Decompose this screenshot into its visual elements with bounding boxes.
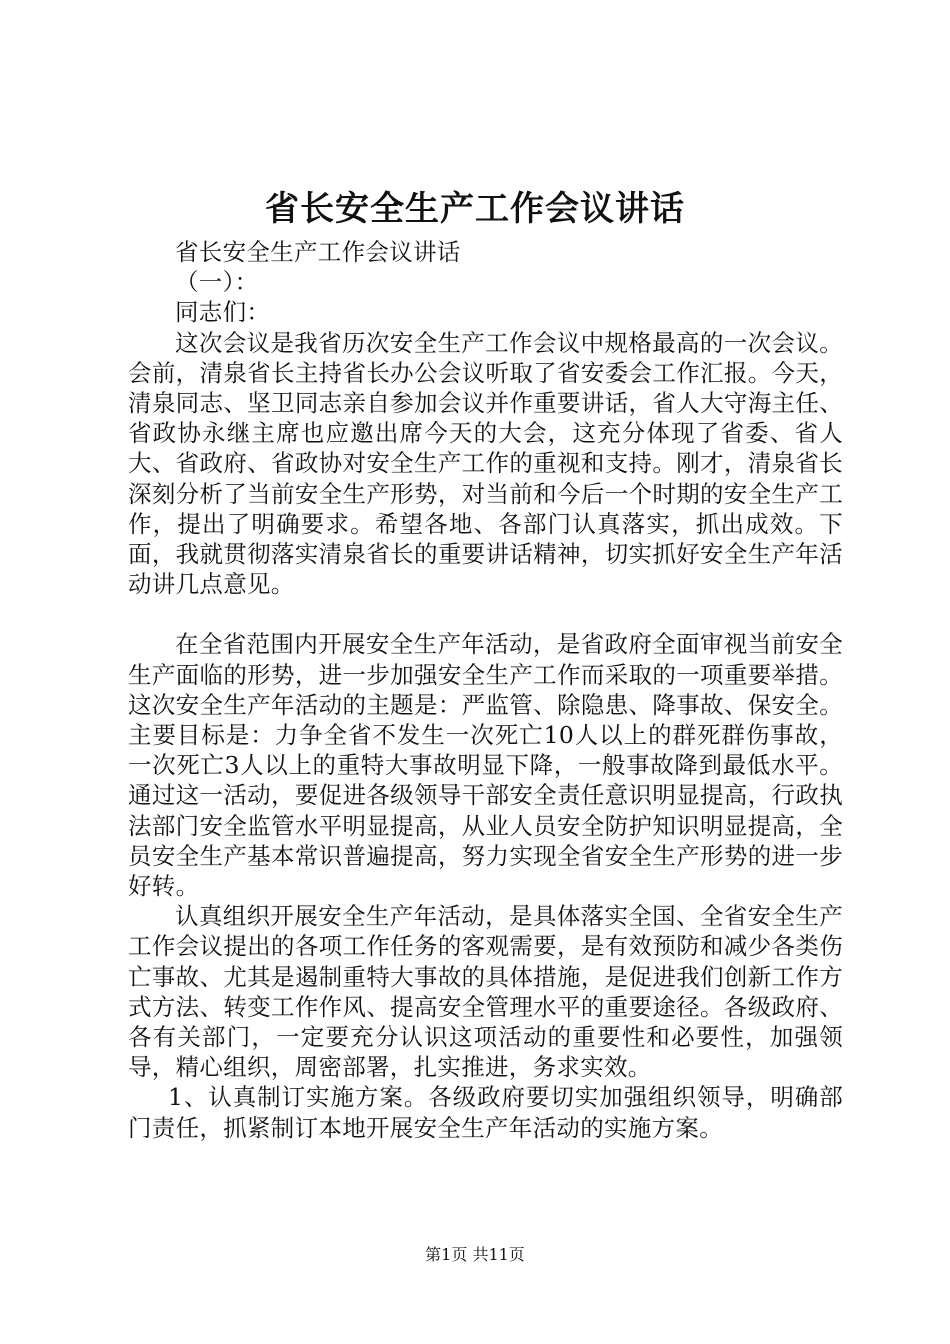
numbered-paragraph: 1、认真制订实施方案。各级政府要切实加强组织领导，明确部门责任，抓紧制订本地开展安全生产年活动的实施方案。 — [128, 1083, 843, 1142]
page-footer: 第1页 共11页 — [425, 1245, 525, 1264]
body-paragraph: 在全省范围内开展安全生产年活动，是省政府全面审视当前安全生产面临的形势，进一步加强安全生产工作而采取的一项重要举措。这次安全生产年活动的主题是：严监管、除隐患、降事故、保安全。主要目标是：力争全省不发生一次死亡10人以上的群死群伤事故，一次死亡3人以上的重特大事故明显下降，一般事故降到最低水平。通过这一活动，要促进各级领导干部安全责任意识明显提高，行政执法部门安全监管水平明显提高，从业人员安全防护知识明显提高，全员安全生产基本常识普遍提高，努力实现全省安全生产形势的进一步好转。 — [128, 630, 843, 901]
document-title: 省长安全生产工作会议讲话 — [265, 189, 685, 229]
salutation-paragraph: 同志们： — [175, 298, 271, 327]
section-number-paragraph: （一）： — [175, 268, 259, 297]
body-paragraph: 认真组织开展安全生产年活动，是具体落实全国、全省安全生产工作会议提出的各项工作任务的客观需要，是有效预防和减少各类伤亡事故、尤其是遏制重特大事故的具体措施，是促进我们创新工作方式方法、转变工作作风、提高安全管理水平的重要途径。各级政府、各有关部门，一定要充分认识这项活动的重要性和必要性，加强领导，精心组织，周密部署，扎实推进，务求实效。 — [128, 902, 843, 1082]
body-paragraph: 这次会议是我省历次安全生产工作会议中规格最高的一次会议。会前，清泉省长主持省长办公会议听取了省安委会工作汇报。今天，清泉同志、坚卫同志亲自参加会议并作重要讲话，省人大守海主任、省政协永继主席也应邀出席今天的大会，这充分体现了省委、省人大、省政府、省政协对安全生产工作的重视和支持。刚才，清泉省长深刻分析了当前安全生产形势，对当前和今后一个时期的安全生产工作，提出了明确要求。希望各地、各部门认真落实，抓出成效。下面，我就贯彻落实清泉省长的重要讲话精神，切实抓好安全生产年活动讲几点意见。 — [128, 328, 843, 599]
document-body — [128, 237, 843, 1143]
subtitle-paragraph: 省长安全生产工作会议讲话 — [175, 238, 461, 266]
